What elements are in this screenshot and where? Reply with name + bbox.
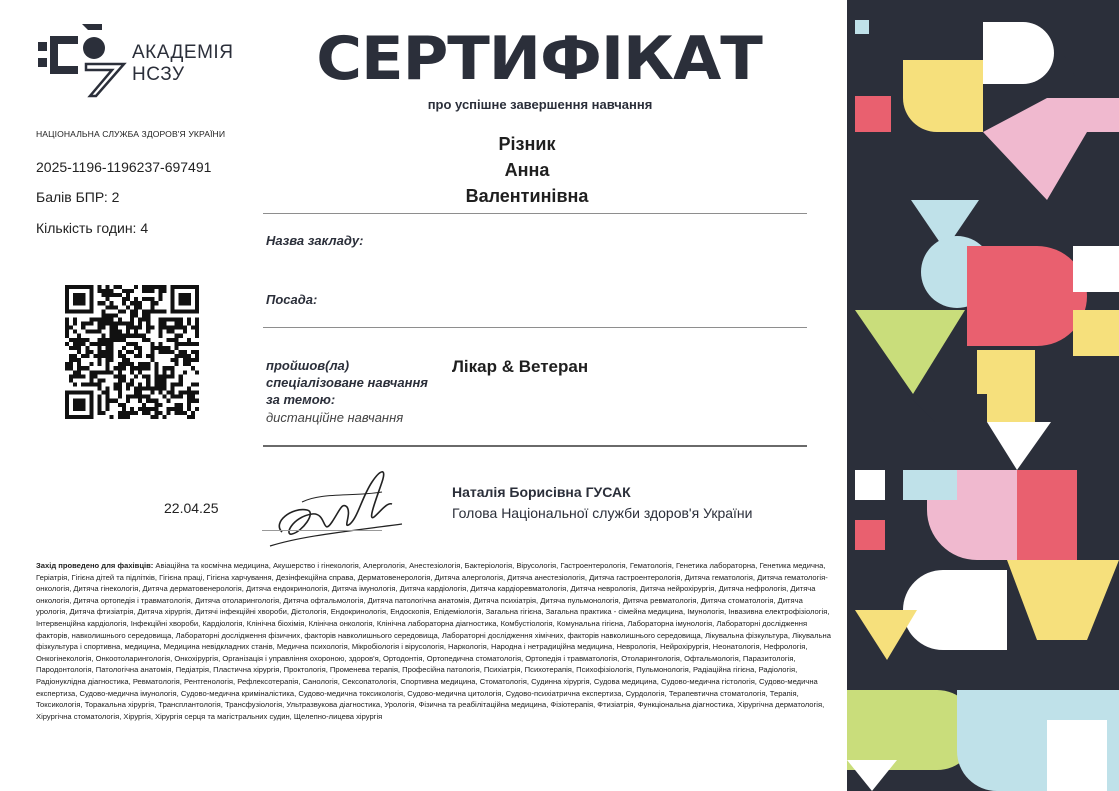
logo-line-1: АКАДЕМІЯ xyxy=(132,42,234,63)
issue-date: 22.04.25 xyxy=(164,500,219,516)
topic-label: пройшов(ла) спеціалізоване навчання за темою: xyxy=(266,358,428,407)
divider xyxy=(263,327,807,328)
institution-label: Назва закладу: xyxy=(266,233,364,248)
nszu-logo-icon xyxy=(38,24,128,100)
certificate-number: 2025-1196-1196237-697491 xyxy=(36,159,212,175)
recipient-last-name: Різник xyxy=(498,134,556,154)
organization-name: НАЦІОНАЛЬНА СЛУЖБА ЗДОРОВ'Я УКРАЇНИ xyxy=(36,129,226,139)
divider xyxy=(263,213,807,214)
signature-image xyxy=(262,462,410,554)
academy-logo xyxy=(38,24,238,100)
certificate-subtitle: про успішне завершення навчання xyxy=(427,97,653,112)
recipient-name xyxy=(400,131,654,209)
topic-value: Лікар & Ветеран xyxy=(452,357,589,376)
signer-title: Голова Національної служби здоров'я України xyxy=(452,505,753,521)
delivery-mode: дистанційне навчання xyxy=(266,410,404,425)
specialties-label: Захід проведено для фахівців: xyxy=(36,561,154,570)
logo-line-2: НСЗУ xyxy=(132,64,185,85)
position-label: Посада: xyxy=(266,292,318,307)
specialties-text: Авіаційна та космічна медицина, Акушерство і гінекологія, Алергологія, Анестезіологія, Бактеріологія, Вірусологія, Гастроентерологія, Гематологія, Генетика лабораторна, Генетика медична, Геріатрія, Гігієна дітей та підлітків, Гігієна праці, Гігієна харчування, Дезінфекційна справа, Дерматовенерологія, Дитяча алергологія, Дитяча анестезіологія, Дитяча гастроентерологія, Дитяча гематологія, Дитяча гематологія-онкологія, Дитяча гінекологія, Дитяча дерматовенерологія, Дитяча ендокринологія, Дитяча імунологія, Дитяча кардіологія, Дитяча кардіоревматологія, Дитяча неврологія, Дитяча нейрохірургія, Дитяча нефрологія, Дитяча онкологія, Дитяча ортопедія і травматологія, Дитяча отоларингологія, Дитяча офтальмологія, Дитяча патологічна анатомія, Дитяча психіатрія, Дитяча пульмонологія, Дитяча ревматологія, Дитяча стоматологія, Дитяча урологія, Дитяча фтизіатрія, Дитяча хірургія, Дитячі інфекційні хвороби, Дієтологія, Ендокринологія, Ендоскопія, Епідеміологія, Загальна гігієна, Загальна практика - сімейна медицина, Імунологія, Інвазивна електрофізіологія, Інтервенційна кардіологія, Інфекційні хвороби, Кардіологія, Клінічна біохімія, Клінічна онкологія, Клінічна лабораторна діагностика, Комбустіологія, Комунальна гігієна, Лабораторна імунологія, Лабораторні дослідження факторів, навколишнього середовища, Лабораторні дослідження фізичних, факторів навколишнього середовища, Лабораторні дослідження хімічних, факторів навколишнього середовища, Лікувальна фізкультура, Лікувальна фізкультура і спортивна, медицина, Медицина невідкладних станів, Медична психологія, Мікробіологія і вірусологія, Наркологія, Народна і нетрадиційна медицина, Неврологія, Нейрохірургія, Неонатологія, Нефрологія, Онкогінекологія, Онкоотоларингологія, Онкохірургія, Організація і управління охороною, здоров'я, Ортодонтія, Ортопедична стоматологія, Ортопедія і травматологія, Отоларингологія, Офтальмологія, Паразитологія, Пародонтологія, Патологічна анатомія, Педіатрія, Пластична хірургія, Проктологія, Променева терапія, Професійна патологія, Психіатрія, Психотерапія, Психофізіологія, Пульмонологія, Радіаційна гігієна, Радіологія, Радіонуклідна діагностика, Ревматологія, Рентгенологія, Рефлексотерапія, Санологія, Сексопатологія, Спортивна медицина, Стоматологія, Судинна хірургія, Судова медицина, Судово-медична гістологія, Судово-медична експертиза, Судово-медична імунологія, Судово-медична криміналістика, Судово-медична токсикологія, Судово-медична цитологія, Судово-психіатрична експертиза, Сурдологія, Терапевтична стоматологія, Терапія, Токсикологія, Торакальна хірургія, Трансплантологія, Трансфузіологія, Ультразвукова діагностика, Урологія, Фізична та реабілітаційна медицина, Фізіотерапія, Фтизіатрія, Функціональна діагностика, Хірургічна дерматологія, Хірургічна стоматологія, Хірургія, Хірургія серця та магістральних судин, Щелепно-лицева хірургія xyxy=(36,561,831,721)
recipient-first-name: Анна xyxy=(504,160,550,180)
certificate-title: СЕРТИФІКАТ xyxy=(316,24,762,94)
hours-count: Кількість годин: 4 xyxy=(36,220,149,236)
divider xyxy=(263,445,807,447)
qr-code[interactable] xyxy=(65,285,199,419)
specialties-list xyxy=(36,560,836,722)
decorative-pattern xyxy=(847,0,1119,791)
bpr-points: Балів БПР: 2 xyxy=(36,189,120,205)
signature-line xyxy=(262,530,382,531)
signer-name: Наталія Борисівна ГУСАК xyxy=(452,484,631,500)
recipient-patronymic: Валентинівна xyxy=(465,186,589,206)
